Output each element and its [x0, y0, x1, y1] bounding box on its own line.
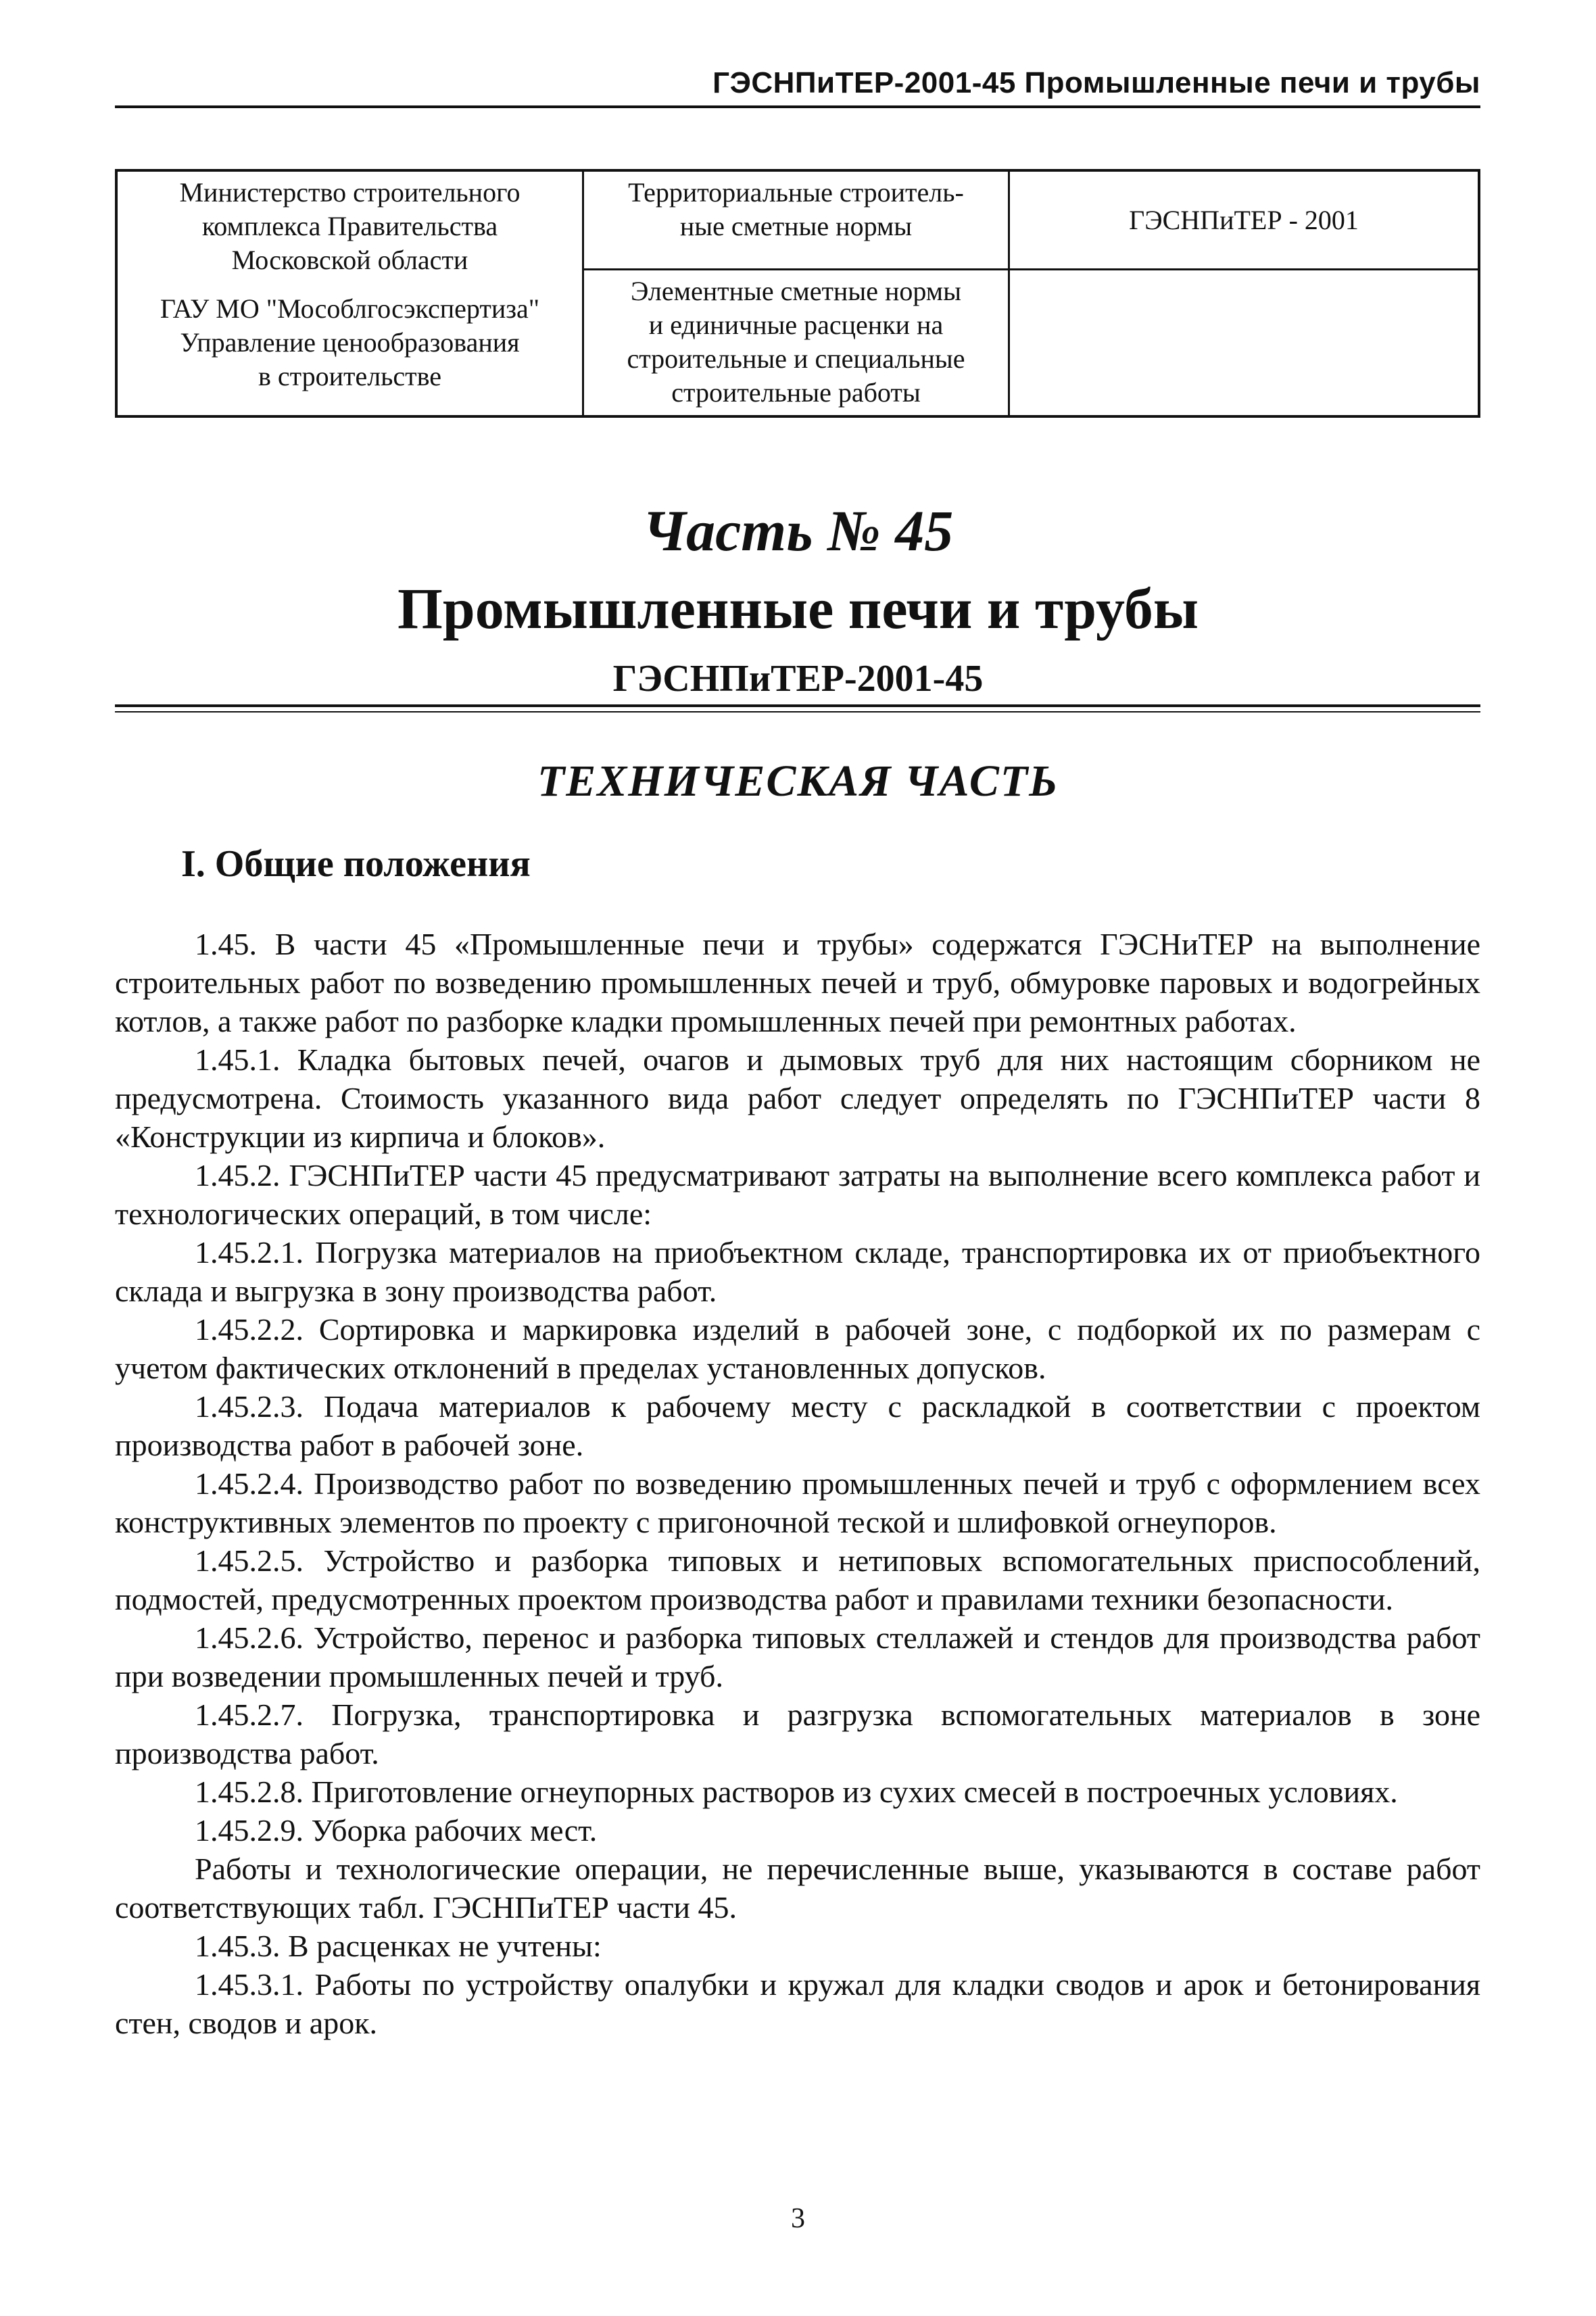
- running-title: ГЭСНПиТЕР-2001-45 Промышленные печи и трубы: [712, 66, 1480, 99]
- paragraph: 1.45.2.8. Приготовление огнеупорных растворов из сухих смесей в построечных условиях.: [195, 1775, 1398, 1809]
- paragraph: 1.45. В части 45 «Промышленные печи и трубы» содержатся ГЭСНиТЕР на выполнение строительных работ по возведению промышленных печей и труб, обмуровке паровых и водогрейных котлов, а также работ по разборке кладки промышленных печей при ремонтных работах.: [115, 927, 1480, 1038]
- paragraph: 1.45.2.3. Подача материалов к рабочему месту с раскладкой в соответствии с проектом производства работ в рабочей зоне.: [115, 1389, 1480, 1462]
- paragraph: 1.45.3. В расценках не учтены:: [195, 1929, 602, 1963]
- info-table-column-norms: [584, 172, 1010, 415]
- paragraph: Работы и технологические операции, не перечисленные выше, указываются в составе работ соответствующих табл. ГЭСНПиТЕР части 45.: [115, 1852, 1480, 1925]
- page-number: 3: [791, 2203, 805, 2234]
- title-divider: [115, 704, 1480, 713]
- part-title: Промышленные печи и трубы: [397, 576, 1199, 641]
- info-table-column-code: [1010, 172, 1478, 415]
- paragraph: 1.45.2.2. Сортировка и маркировка изделий в рабочей зоне, с подборкой их по размерам с учетом фактических отклонений в пределах установленных допусков.: [115, 1312, 1480, 1385]
- document-code: ГЭСНПиТЕР-2001-45: [612, 658, 984, 700]
- paragraph: 1.45.2.1. Погрузка материалов на приобъектном складе, транспортировка их от приобъектного склада и выгрузка в зону производства работ.: [115, 1235, 1480, 1308]
- norms-type: Территориальные строитель- ные сметные нормы: [584, 172, 1008, 270]
- info-table-column-publisher: [118, 172, 584, 415]
- paragraph: 1.45.2.4. Производство работ по возведению промышленных печей и труб с оформлением всех конструктивных элементов по проекту с пригоночной теской и шлифовкой огнеупоров.: [115, 1466, 1480, 1539]
- info-table: [115, 169, 1480, 418]
- body-text: [115, 925, 1480, 2042]
- paragraph: 1.45.1. Кладка бытовых печей, очагов и дымовых труб для них настоящим сборником не предусмотрена. Стоимость указанного вида работ следует определять по ГЭСНПиТЕР части 8 «Конструкции из кирпича и блоков».: [115, 1042, 1480, 1154]
- paragraph: 1.45.3.1. Работы по устройству опалубки и кружал для кладки сводов и арок и бетонирования стен, сводов и арок.: [115, 1967, 1480, 2040]
- section-heading: I. Общие положения: [181, 843, 531, 885]
- collection-code: ГЭСНПиТЕР - 2001: [1010, 172, 1478, 270]
- paragraph: 1.45.2. ГЭСНПиТЕР части 45 предусматривают затраты на выполнение всего комплекса работ и технологических операций, в том числе:: [115, 1158, 1480, 1231]
- ministry-name: Министерство строительного комплекса Правительства Московской области: [179, 177, 521, 275]
- agency-name: ГАУ МО "Мособлгосэкспертиза" Управление ценообразования в строительстве: [160, 293, 540, 391]
- paragraph: 1.45.2.5. Устройство и разборка типовых и нетиповых вспомогательных приспособлений, подмостей, предусмотренных проектом производства работ и правилами техники безопасности.: [115, 1543, 1480, 1616]
- page-header: [115, 62, 1480, 108]
- paragraph: 1.45.2.7. Погрузка, транспортировка и разгрузка вспомогательных материалов в зоне производства работ.: [115, 1697, 1480, 1770]
- paragraph: 1.45.2.6. Устройство, перенос и разборка типовых стеллажей и стендов для производства работ при возведении промышленных печей и труб.: [115, 1620, 1480, 1693]
- technical-part-heading: ТЕХНИЧЕСКАЯ ЧАСТЬ: [537, 756, 1059, 806]
- part-number: Часть № 45: [642, 498, 954, 563]
- paragraph: 1.45.2.9. Уборка рабочих мест.: [195, 1813, 598, 1848]
- norms-description: Элементные сметные нормы и единичные расценки на строительные и специальные строительные работы: [627, 276, 965, 408]
